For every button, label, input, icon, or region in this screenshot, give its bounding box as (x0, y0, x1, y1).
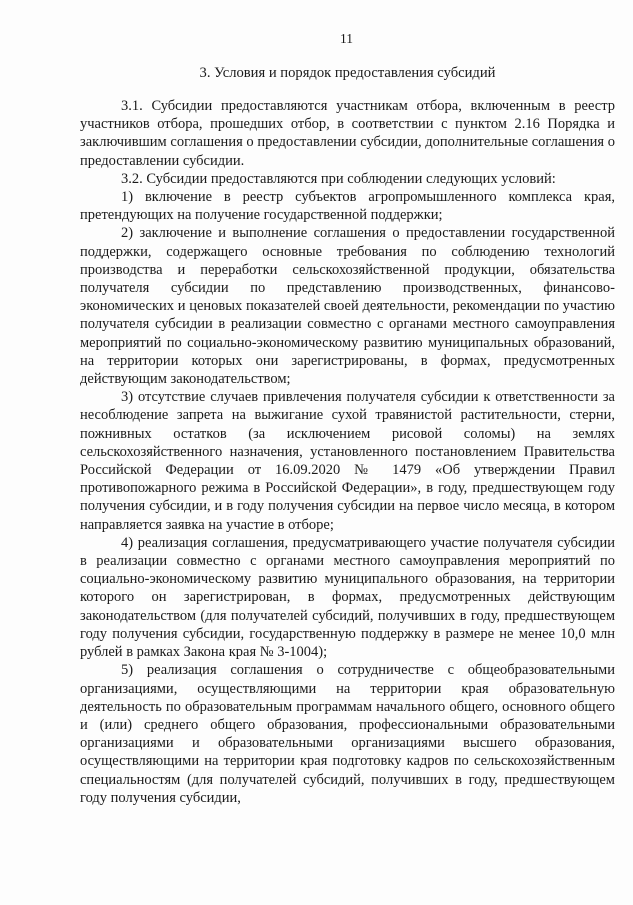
document-body (80, 97, 615, 807)
condition-5: 5) реализация соглашения о сотрудничестве с общеобразовательными организациями, осуществляющими на территории края образовательную деятельность по образовательным программам начального общего, основного общего и (или) среднего общего образования, профессиональными образовательными организациями и образовательными организациями высшего образования, осуществляющими на территории края подготовку кадров по сельскохозяйственным специальностям (для получателей субсидий, получивших в году, предшествующем году получения субсидии, (80, 662, 615, 806)
condition-1: 1) включение в реестр субъектов агропромышленного комплекса края, претендующих на получение государственной поддержки; (80, 189, 615, 224)
paragraph-3-1: 3.1. Субсидии предоставляются участникам отбора, включенным в реестр участников отбора, прошедших отбор, в соответствии с пунктом 2.16 Порядка и заключившим соглашения о предоставлении субсидии, дополнительные соглашения о предоставлении субсидии. (80, 98, 615, 169)
page-number: 11 (340, 31, 353, 46)
condition-4: 4) реализация соглашения, предусматривающего участие получателя субсидии в реализации совместно с органами местного самоуправления мероприятий по социально-экономическому развитию муниципального образования, на территории которого он зарегистрирован, в формах, предусмотренных действующим законодательством (для получателей субсидий, получивших в году, предшествующем году получения субсидии, государственную поддержку в размере не менее 10,0 млн рублей в рамках Закона края № 3-1004); (80, 534, 615, 661)
condition-2: 2) заключение и выполнение соглашения о предоставлении государственной поддержки, содержащего основные требования по соблюдению технологий производства и переработки сельскохозяйственной продукции, обязательства получателя субсидии по представлению производственных, финансово-экономических и ценовых показателей своей деятельности, рекомендации по участию получателя субсидии в реализации совместно с органами местного самоуправления мероприятий по социально-экономическому развитию муниципальных образований, на территории которых они зарегистрированы, в формах, предусмотренных действующим законодательством; (80, 225, 615, 388)
paragraph-3-2: 3.2. Субсидии предоставляются при соблюдении следующих условий: (121, 170, 556, 187)
condition-3: 3) отсутствие случаев привлечения получателя субсидии к ответственности за несоблюдение запрета на выжигание сухой травянистой растительности, стерни, пожнивных остатков (за исключением рисовой соломы) на землях сельскохозяйственного назначения, установленного постановлением Правительства Российской Федерации от 16.09.2020 № 1479 «Об утверждении Правил противопожарного режима в Российской Федерации», в году, предшествующем году получения субсидии, и в году получения субсидии на первое число месяца, в котором направляется заявка на участие в отборе; (80, 389, 615, 533)
section-heading: 3. Условия и порядок предоставления субсидий (199, 65, 496, 81)
